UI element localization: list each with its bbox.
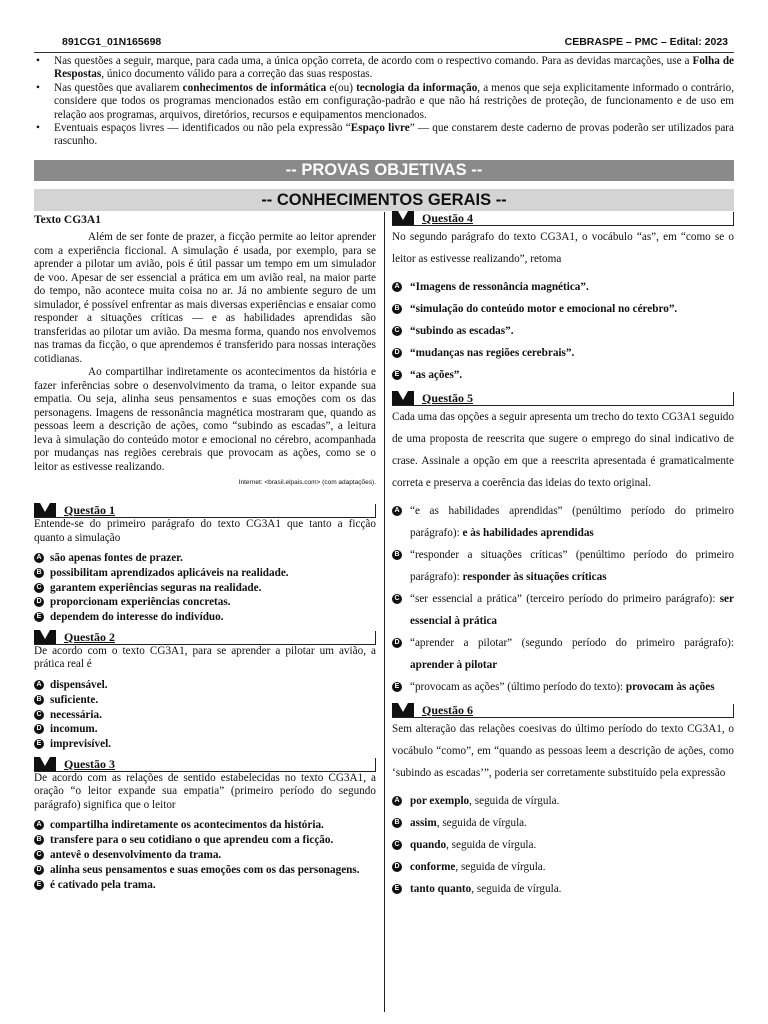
option-b[interactable] bbox=[392, 812, 734, 834]
option-e[interactable] bbox=[34, 878, 376, 893]
texto-paragraph-2: Ao compartilhar indiretamente os acontecimentos da história e fazer inferências sobre o desenvolvimento da trama, o leitor expande sua empatia. Ou seja, alinha seus pensamentos e suas emoções com os das personagens. Imagens de ressonância magnética mostraram que, quando as pessoas leem a descrição de ações, como “subindo as escadas”, a leitura leva à simulação do conteúdo motor e emocional no cérebro, acompanhada por mudanças nas regiões cerebrais que provocam as ações, como se o leitor as estivesse realizando. bbox=[34, 366, 376, 473]
option-bold-text: necessária. bbox=[50, 708, 102, 721]
option-e[interactable] bbox=[34, 737, 376, 752]
question-flag-icon bbox=[392, 211, 414, 225]
option-d[interactable] bbox=[392, 342, 734, 364]
options-list bbox=[34, 551, 376, 625]
question-label: Questão 3 bbox=[64, 756, 115, 771]
option-bold-text: “subindo as escadas”. bbox=[410, 325, 514, 337]
option-bold-text: dispensável. bbox=[50, 678, 108, 691]
option-bold-text: “mudanças nas regiões cerebrais”. bbox=[410, 347, 575, 359]
option-letter-icon: D bbox=[392, 348, 402, 358]
question-flag-icon bbox=[392, 703, 414, 717]
option-bold-text: antevê o desenvolvimento da trama. bbox=[50, 849, 222, 862]
option-b[interactable] bbox=[34, 833, 376, 848]
option-c[interactable] bbox=[34, 708, 376, 723]
booklet-code: 891CG1_01N165698 bbox=[62, 36, 162, 48]
option-c[interactable] bbox=[34, 848, 376, 863]
option-letter-icon: B bbox=[392, 550, 402, 560]
option-letter-icon: C bbox=[392, 594, 402, 604]
instruction-item: • Nas questões que avaliarem conhecimentos de informática e(ou) tecnologia da informação, a menos que seja explicitamente informado o contrário, considere que todos os programas mencionados estão em configuração-padrão e que não há restrições de proteção, de funcionamento e de uso em relação aos programas, arquivos, diretórios, recursos e equipamentos mencionados. bbox=[34, 82, 734, 122]
option-d[interactable] bbox=[34, 863, 376, 878]
option-e[interactable] bbox=[34, 610, 376, 625]
option-letter-icon: C bbox=[392, 840, 402, 850]
option-letter-icon: E bbox=[34, 880, 44, 890]
question-4 bbox=[392, 212, 734, 386]
option-c[interactable] bbox=[392, 834, 734, 856]
option-d[interactable] bbox=[392, 856, 734, 878]
option-d[interactable] bbox=[392, 632, 734, 676]
option-bold-text: proporcionam experiências concretas. bbox=[50, 596, 231, 609]
option-bold-text: possibilitam aprendizados aplicáveis na realidade. bbox=[50, 566, 289, 579]
question-flag-icon bbox=[34, 503, 56, 517]
option-b[interactable] bbox=[34, 566, 376, 581]
question-header bbox=[392, 212, 734, 226]
option-bold-text: dependem do interesse do indivíduo. bbox=[50, 611, 224, 624]
option-letter-icon: B bbox=[34, 835, 44, 845]
page-header bbox=[34, 36, 734, 50]
option-letter-icon: D bbox=[392, 862, 402, 872]
exam-title: CEBRASPE – PMC – Edital: 2023 bbox=[564, 36, 728, 48]
question-header bbox=[34, 631, 376, 645]
options-list bbox=[392, 790, 734, 900]
question-label: Questão 1 bbox=[64, 503, 115, 517]
question-header bbox=[392, 704, 734, 718]
right-column bbox=[392, 212, 734, 900]
option-letter-icon: C bbox=[34, 850, 44, 860]
option-text: “e as habilidades aprendidas” (penúltimo período do primeiro parágrafo): bbox=[410, 505, 734, 539]
option-c[interactable] bbox=[392, 588, 734, 632]
option-c[interactable] bbox=[34, 581, 376, 596]
options-list bbox=[34, 678, 376, 752]
option-b[interactable] bbox=[392, 298, 734, 320]
option-letter-icon: E bbox=[34, 612, 44, 622]
options-list bbox=[392, 276, 734, 386]
section-band-conhecimentos: -- CONHECIMENTOS GERAIS -- bbox=[34, 189, 734, 211]
option-a[interactable] bbox=[34, 678, 376, 693]
option-d[interactable] bbox=[34, 595, 376, 610]
option-bold-text: responder às situações críticas bbox=[462, 571, 607, 583]
option-bold-text: aprender à pilotar bbox=[410, 659, 498, 671]
question-header bbox=[34, 504, 376, 518]
option-letter-icon: D bbox=[392, 638, 402, 648]
texto-source: Internet: <brasil.elpais.com> (com adaptações). bbox=[238, 479, 376, 486]
option-e[interactable] bbox=[392, 878, 734, 900]
option-text-tail: , seguida de vírgula. bbox=[455, 861, 546, 873]
option-bold-text: é cativado pela trama. bbox=[50, 878, 156, 891]
option-b[interactable] bbox=[392, 544, 734, 588]
option-letter-icon: B bbox=[34, 568, 44, 578]
option-a[interactable] bbox=[392, 790, 734, 812]
option-bold-text: “simulação do conteúdo motor e emocional no cérebro”. bbox=[410, 303, 678, 315]
question-label: Questão 2 bbox=[64, 629, 115, 644]
option-letter-icon: D bbox=[34, 597, 44, 607]
option-a[interactable] bbox=[392, 276, 734, 298]
option-letter-icon: A bbox=[34, 553, 44, 563]
option-bold-text: quando bbox=[410, 839, 447, 851]
question-label: Questão 4 bbox=[422, 211, 473, 225]
option-c[interactable] bbox=[392, 320, 734, 342]
option-e[interactable] bbox=[392, 676, 734, 698]
option-bold-text: são apenas fontes de prazer. bbox=[50, 552, 183, 564]
texto-paragraph-1: Além de ser fonte de prazer, a ficção permite ao leitor aprender com a experiência ficcional. A simulação é usada, por exemplo, para se aprender a pilotar um avião, pois é útil passar um tempo em um simulador de voo. Apesar de ser essencial a prática em um avião real, na maior parte do tempo, não acontece muita coisa no ar. Já no ambiente seguro de um simulador, é possível enfrentar as mais diversas experiências e ensaiar como responder a situações críticas — e as habilidades aprendidas são transferidas ao pilotar um avião. Da mesma forma, quando nos envolvemos nas tramas da ficção, o que aprendemos é transferido para nossas interações cotidianas. bbox=[34, 231, 376, 365]
question-stem: Cada uma das opções a seguir apresenta um trecho do texto CG3A1 seguido de uma proposta de reescrita que sugere o emprego do sinal indicativo de crase. Assinale a opção em que a reescrita apresentada é gramaticalmente correta e preserva a coerência das ideias do texto original. bbox=[392, 411, 734, 489]
option-text-tail: , seguida de vírgula. bbox=[446, 839, 537, 851]
question-1 bbox=[34, 504, 376, 625]
option-text-tail: , seguida de vírgula. bbox=[469, 795, 560, 807]
option-letter-icon: B bbox=[392, 304, 402, 314]
option-letter-icon: B bbox=[34, 695, 44, 705]
question-3 bbox=[34, 758, 376, 892]
option-letter-icon: E bbox=[392, 682, 402, 692]
question-header bbox=[34, 758, 376, 772]
column-divider bbox=[384, 212, 385, 1012]
option-bold-text: compartilha indiretamente os acontecimentos da história. bbox=[50, 819, 324, 832]
option-letter-icon: A bbox=[34, 680, 44, 690]
option-bold-text: alinha seus pensamentos e suas emoções com os das personagens. bbox=[50, 863, 360, 876]
question-stem: Entende-se do primeiro parágrafo do texto CG3A1 que tanto a ficção quanto a simulação bbox=[34, 518, 376, 544]
option-letter-icon: E bbox=[392, 884, 402, 894]
question-stem: De acordo com as relações de sentido estabelecidas no texto CG3A1, a oração “o leitor expande sua empatia” (primeiro período do segundo parágrafo) significa que o leitor bbox=[34, 771, 376, 811]
options-list bbox=[34, 818, 376, 892]
option-text: “responder a situações críticas” (penúltimo período do primeiro parágrafo): bbox=[410, 549, 734, 583]
option-b[interactable] bbox=[34, 693, 376, 708]
option-letter-icon: A bbox=[34, 820, 44, 830]
option-e[interactable] bbox=[392, 364, 734, 386]
option-letter-icon: C bbox=[392, 326, 402, 336]
question-flag-icon bbox=[34, 630, 56, 644]
options-list bbox=[392, 500, 734, 698]
question-6 bbox=[392, 704, 734, 900]
option-letter-icon: C bbox=[34, 583, 44, 593]
option-bold-text: incomum. bbox=[50, 723, 98, 736]
option-text-tail: , seguida de vírgula. bbox=[436, 817, 527, 829]
option-letter-icon: B bbox=[392, 818, 402, 828]
option-letter-icon: A bbox=[392, 796, 402, 806]
question-stem: No segundo parágrafo do texto CG3A1, o vocábulo “as”, em “como se o leitor as estivesse realizando”, retoma bbox=[392, 231, 734, 265]
question-2 bbox=[34, 631, 376, 752]
option-text: “ser essencial a prática” (terceiro período do primeiro parágrafo): bbox=[410, 593, 720, 605]
option-letter-icon: A bbox=[392, 506, 402, 516]
option-a[interactable] bbox=[34, 551, 376, 566]
option-letter-icon: E bbox=[34, 739, 44, 749]
question-stem: Sem alteração das relações coesivas do último período do texto CG3A1, o vocábulo “como”, em “quando as pessoas leem a descrição de ações, como ‘subindo as escadas’”, poderia ser corretamente substituído pela expressão bbox=[392, 723, 734, 779]
option-bold-text: suficiente. bbox=[50, 693, 99, 706]
option-text: “provocam as ações” (último período do texto): bbox=[410, 681, 626, 693]
option-a[interactable] bbox=[392, 500, 734, 544]
option-bold-text: assim bbox=[410, 817, 437, 829]
texto-title: Texto CG3A1 bbox=[34, 214, 101, 226]
option-text: “aprender a pilotar” (segundo período do primeiro parágrafo): bbox=[410, 637, 734, 649]
option-letter-icon: E bbox=[392, 370, 402, 380]
option-bold-text: provocam às ações bbox=[625, 681, 715, 693]
header-divider bbox=[34, 52, 734, 53]
question-5 bbox=[392, 392, 734, 698]
option-bold-text: transfere para o seu cotidiano o que aprendeu com a ficção. bbox=[50, 834, 334, 847]
option-bold-text: e às habilidades aprendidas bbox=[462, 527, 594, 539]
question-stem: De acordo com o texto CG3A1, para se aprender a pilotar um avião, a prática real é bbox=[34, 644, 376, 671]
left-column bbox=[34, 212, 376, 892]
option-text-tail: , seguida de vírgula. bbox=[471, 883, 562, 895]
option-bold-text: conforme bbox=[410, 861, 456, 873]
option-letter-icon: D bbox=[34, 865, 44, 875]
instructions-list bbox=[34, 55, 734, 149]
option-bold-text: “Imagens de ressonância magnética”. bbox=[410, 281, 589, 293]
option-bold-text: tanto quanto bbox=[410, 883, 472, 895]
option-bold-text: imprevisível. bbox=[50, 738, 112, 751]
question-label: Questão 5 bbox=[422, 391, 473, 405]
option-a[interactable] bbox=[34, 818, 376, 833]
question-header bbox=[392, 392, 734, 406]
question-flag-icon bbox=[34, 757, 56, 771]
option-letter-icon: C bbox=[34, 710, 44, 720]
option-letter-icon: D bbox=[34, 724, 44, 734]
option-d[interactable] bbox=[34, 722, 376, 737]
instruction-item: • Eventuais espaços livres — identificados ou não pela expressão “Espaço livre” — que constarem deste caderno de provas poderão ser utilizados para rascunho. bbox=[34, 122, 734, 149]
option-bold-text: “as ações”. bbox=[410, 369, 463, 381]
question-flag-icon bbox=[392, 391, 414, 405]
option-letter-icon: A bbox=[392, 282, 402, 292]
option-bold-text: por exemplo bbox=[410, 795, 470, 807]
section-band-provas: -- PROVAS OBJETIVAS -- bbox=[34, 160, 734, 181]
option-bold-text: garantem experiências seguras na realidade. bbox=[50, 581, 262, 594]
instruction-item: • Nas questões a seguir, marque, para cada uma, a única opção correta, de acordo com o respectivo comando. Para as devidas marcações, use a Folha de Respostas, único documento válido para a correção das suas respostas. bbox=[34, 55, 734, 82]
option-bold-text: ser essencial à prática bbox=[410, 593, 734, 627]
question-label: Questão 6 bbox=[422, 703, 473, 717]
